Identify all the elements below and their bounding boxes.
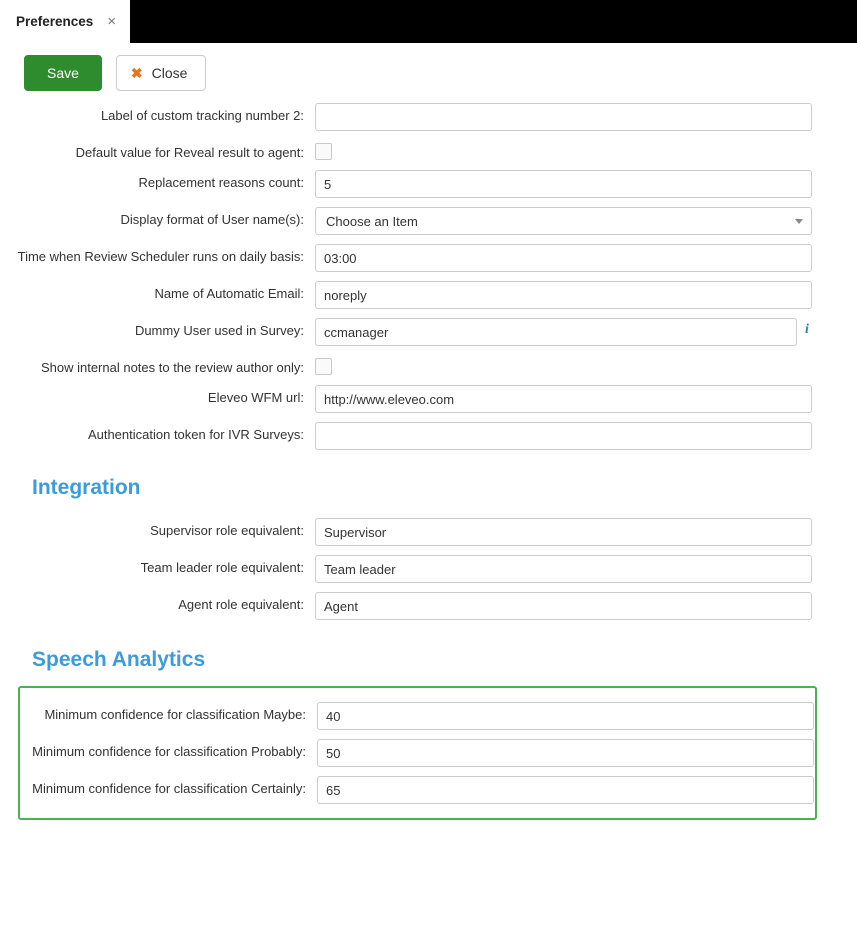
preferences-form bbox=[0, 103, 857, 820]
display-format-user-names-label: Display format of User name(s): bbox=[120, 212, 304, 227]
tab-bar bbox=[0, 0, 857, 43]
close-button[interactable] bbox=[116, 55, 207, 91]
tab-preferences-label: Preferences bbox=[16, 14, 94, 29]
default-reveal-result-to-agent-checkbox[interactable] bbox=[315, 143, 332, 160]
team-leader-role-equivalent-input[interactable] bbox=[315, 555, 812, 583]
save-button[interactable]: Save bbox=[24, 55, 102, 91]
field-row-display-format-user-names bbox=[0, 207, 837, 235]
label-custom-tracking-number-2-input[interactable] bbox=[315, 103, 812, 131]
field-row-dummy-user-survey bbox=[0, 318, 837, 346]
automatic-email-name-label: Name of Automatic Email: bbox=[154, 286, 304, 301]
close-icon[interactable]: × bbox=[107, 13, 117, 30]
ivr-surveys-auth-token-label: Authentication token for IVR Surveys: bbox=[87, 427, 304, 442]
automatic-email-name-input[interactable] bbox=[315, 281, 812, 309]
supervisor-role-equivalent-input[interactable] bbox=[315, 518, 812, 546]
eleveo-wfm-url-input[interactable] bbox=[315, 385, 812, 413]
tab-bar-filler bbox=[130, 0, 857, 43]
supervisor-role-equivalent-label: Supervisor role equivalent: bbox=[150, 523, 304, 538]
info-icon[interactable]: i bbox=[805, 322, 809, 337]
speech-analytics-highlight-group bbox=[18, 686, 817, 820]
min-confidence-probably-input[interactable] bbox=[317, 739, 814, 767]
review-scheduler-time-input[interactable] bbox=[315, 244, 812, 272]
review-scheduler-time-label: Time when Review Scheduler runs on daily basis: bbox=[17, 249, 304, 264]
replacement-reasons-count-label: Replacement reasons count: bbox=[138, 175, 304, 190]
section-title-integration: Integration bbox=[32, 476, 141, 499]
min-confidence-certainly-input[interactable] bbox=[317, 776, 814, 804]
min-confidence-maybe-input[interactable] bbox=[317, 702, 814, 730]
replacement-reasons-count-input[interactable] bbox=[315, 170, 812, 198]
field-row-review-scheduler-time bbox=[0, 244, 837, 272]
eleveo-wfm-url-label: Eleveo WFM url: bbox=[207, 390, 304, 405]
chevron-down-icon bbox=[795, 219, 803, 224]
tab-preferences[interactable] bbox=[0, 0, 130, 43]
field-row-min-confidence-certainly bbox=[20, 776, 815, 804]
ivr-surveys-auth-token-input[interactable] bbox=[315, 422, 812, 450]
display-format-user-names-value: Choose an Item bbox=[326, 213, 418, 229]
dummy-user-survey-label: Dummy User used in Survey: bbox=[134, 323, 304, 338]
field-row-label-custom-tracking-number-2 bbox=[0, 103, 837, 131]
field-row-ivr-surveys-auth-token bbox=[0, 422, 837, 450]
toolbar bbox=[0, 43, 857, 103]
cross-icon: ✖ bbox=[130, 65, 143, 81]
field-row-team-leader-role-equivalent bbox=[0, 555, 837, 583]
field-row-agent-role-equivalent bbox=[0, 592, 837, 620]
section-title-speech-analytics: Speech Analytics bbox=[32, 648, 206, 671]
min-confidence-probably-label: Minimum confidence for classification Probably: bbox=[32, 744, 306, 759]
min-confidence-certainly-label: Minimum confidence for classification Certainly: bbox=[32, 781, 306, 796]
field-row-supervisor-role-equivalent bbox=[0, 518, 837, 546]
team-leader-role-equivalent-label: Team leader role equivalent: bbox=[140, 560, 304, 575]
show-internal-notes-author-only-checkbox[interactable] bbox=[315, 358, 332, 375]
field-row-show-internal-notes-author-only bbox=[0, 355, 837, 376]
label-custom-tracking-number-2-label: Label of custom tracking number 2: bbox=[100, 108, 304, 123]
field-row-min-confidence-maybe bbox=[20, 702, 815, 730]
display-format-user-names-select[interactable] bbox=[315, 207, 812, 235]
field-row-automatic-email-name bbox=[0, 281, 837, 309]
dummy-user-survey-input[interactable] bbox=[315, 318, 797, 346]
field-row-default-reveal-result-to-agent bbox=[0, 140, 837, 161]
default-reveal-result-to-agent-label: Default value for Reveal result to agent: bbox=[75, 145, 304, 160]
min-confidence-maybe-label: Minimum confidence for classification Maybe: bbox=[44, 707, 306, 722]
close-button-label: Close bbox=[151, 65, 188, 81]
field-row-eleveo-wfm-url bbox=[0, 385, 837, 413]
show-internal-notes-author-only-label: Show internal notes to the review author only: bbox=[40, 360, 304, 375]
field-row-replacement-reasons-count bbox=[0, 170, 837, 198]
agent-role-equivalent-label: Agent role equivalent: bbox=[178, 597, 304, 612]
field-row-min-confidence-probably bbox=[20, 739, 815, 767]
agent-role-equivalent-input[interactable] bbox=[315, 592, 812, 620]
